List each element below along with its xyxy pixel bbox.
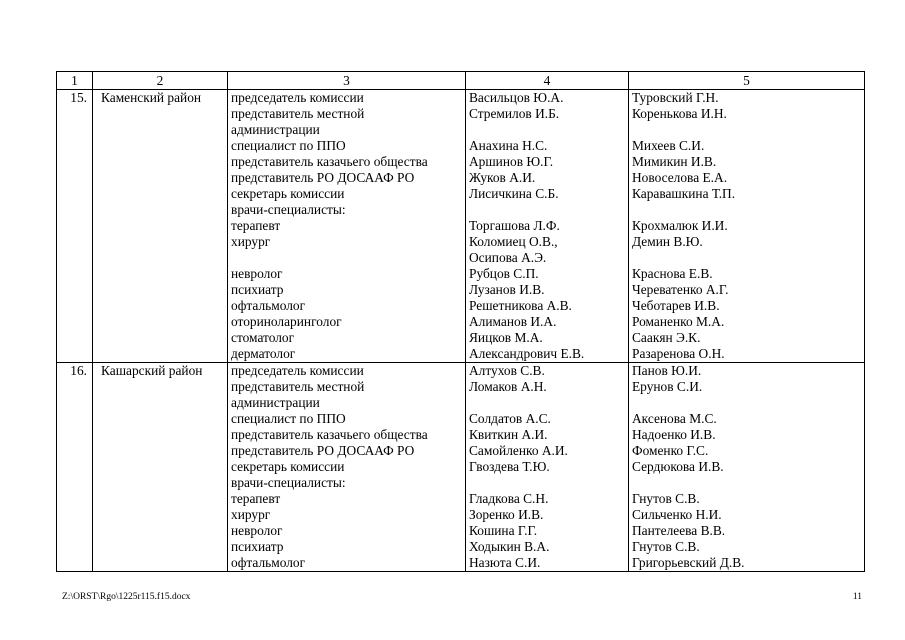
role-line: председатель комиссии [231, 90, 364, 105]
role-line: секретарь комиссии [231, 459, 345, 474]
main-member-line: Кошина Г.Г. [469, 523, 538, 538]
reserve-member-line: Крохмалюк И.И. [632, 218, 728, 233]
main-member-line: Гвоздева Т.Ю. [469, 459, 550, 474]
role-line: специалист по ППО [231, 411, 346, 426]
reserve-member-line: Ерунов С.И. [632, 379, 703, 394]
role-cell [228, 363, 466, 572]
main-member-line: Решетникова А.В. [469, 298, 572, 313]
reserve-member-line [632, 250, 864, 266]
role-line: представитель местной [231, 106, 365, 121]
main-member-line: Рубцов С.П. [469, 266, 539, 281]
reserve-member-cell [629, 363, 865, 572]
table-row [57, 363, 865, 572]
role-line: офтальмолог [231, 298, 306, 313]
reserve-member-line: Сильченко Н.И. [632, 507, 722, 522]
reserve-member-line [632, 122, 864, 138]
column-header: 1 [57, 72, 93, 90]
table-row [57, 90, 865, 363]
role-line: представитель казачьего общества [231, 427, 428, 442]
main-member-line [469, 395, 628, 411]
row-number: 15. [57, 90, 93, 363]
district-name: Каменский район [93, 90, 228, 363]
main-member-line: Гладкова С.Н. [469, 491, 549, 506]
main-member-line [469, 122, 628, 138]
role-line: администрации [231, 395, 320, 410]
role-line: терапевт [231, 491, 281, 506]
main-member-line [469, 475, 628, 491]
main-member-line: Аршинов Ю.Г. [469, 154, 554, 169]
main-member-line: Жуков А.И. [469, 170, 536, 185]
main-member-line: Торгашова Л.Ф. [469, 218, 560, 233]
reserve-member-line: Коренькова И.Н. [632, 106, 727, 121]
reserve-member-line [632, 475, 864, 491]
reserve-member-line [632, 395, 864, 411]
column-header: 2 [93, 72, 228, 90]
reserve-member-line: Сердюкова И.В. [632, 459, 724, 474]
role-line [231, 250, 465, 266]
page-number: 11 [852, 592, 862, 602]
reserve-member-line: Каравашкина Т.П. [632, 186, 736, 201]
role-line: представитель РО ДОСААФ РО [231, 170, 415, 185]
role-line: администрации [231, 122, 320, 137]
main-member-line: Лузанов И.В. [469, 282, 545, 297]
role-cell [228, 90, 466, 363]
reserve-member-line [632, 202, 864, 218]
main-member-line: Ломаков А.Н. [469, 379, 547, 394]
reserve-member-line: Разаренова О.Н. [632, 346, 725, 361]
main-member-line: Назюта С.И. [469, 555, 541, 570]
main-member-line: Васильцов Ю.А. [469, 90, 564, 105]
reserve-member-line: Гнутов С.В. [632, 539, 700, 554]
main-member-line [469, 202, 628, 218]
role-line: представитель РО ДОСААФ РО [231, 443, 415, 458]
district-name: Кашарский район [93, 363, 228, 572]
main-member-line: Самойленко А.И. [469, 443, 568, 458]
column-header: 3 [228, 72, 466, 90]
role-line: психиатр [231, 539, 284, 554]
reserve-member-line: Череватенко А.Г. [632, 282, 729, 297]
reserve-member-line: Гнутов С.В. [632, 491, 700, 506]
main-member-cell [466, 90, 629, 363]
role-line: терапевт [231, 218, 281, 233]
main-member-line: Александрович Е.В. [469, 346, 585, 361]
role-line: стоматолог [231, 330, 295, 345]
column-header: 5 [629, 72, 865, 90]
reserve-member-line: Новоселова Е.А. [632, 170, 728, 185]
reserve-member-cell [629, 90, 865, 363]
role-line: врачи-специалисты: [231, 475, 346, 490]
main-member-line: Яицков М.А. [469, 330, 543, 345]
main-member-line: Алиманов И.А. [469, 314, 557, 329]
reserve-member-line: Саакян Э.К. [632, 330, 701, 345]
main-member-line: Солдатов А.С. [469, 411, 551, 426]
footer-file-path: Z:\ORST\Rgo\1225r115.f15.docx [62, 592, 191, 602]
main-member-line: Лисичкина С.Б. [469, 186, 559, 201]
main-member-line: Зоренко И.В. [469, 507, 544, 522]
main-member-line: Ходыкин В.А. [469, 539, 550, 554]
main-member-line: Квиткин А.И. [469, 427, 548, 442]
reserve-member-line: Надоенко И.В. [632, 427, 716, 442]
reserve-member-line: Чеботарев И.В. [632, 298, 720, 313]
reserve-member-line: Романенко М.А. [632, 314, 725, 329]
role-line: представитель казачьего общества [231, 154, 428, 169]
main-member-line: Стремилов И.Б. [469, 106, 560, 121]
reserve-member-line: Пантелеева В.В. [632, 523, 726, 538]
reserve-member-line: Аксенова М.С. [632, 411, 717, 426]
reserve-member-line: Туровский Г.Н. [632, 90, 719, 105]
main-member-line: Коломиец О.В., [469, 234, 558, 249]
reserve-member-line: Мимикин И.В. [632, 154, 717, 169]
role-line: невролог [231, 523, 283, 538]
role-line: хирург [231, 507, 271, 522]
table-header-row [57, 72, 865, 90]
role-line: врачи-специалисты: [231, 202, 346, 217]
main-member-line: Алтухов С.В. [469, 363, 545, 378]
reserve-member-line: Панов Ю.И. [632, 363, 702, 378]
main-member-line: Анахина Н.С. [469, 138, 548, 153]
reserve-member-line: Краснова Е.В. [632, 266, 713, 281]
role-line: представитель местной [231, 379, 365, 394]
row-number: 16. [57, 363, 93, 572]
reserve-member-line: Фоменко Г.С. [632, 443, 709, 458]
main-member-cell [466, 363, 629, 572]
column-header: 4 [466, 72, 629, 90]
role-line: секретарь комиссии [231, 186, 345, 201]
reserve-member-line: Михеев С.И. [632, 138, 705, 153]
main-member-line: Осипова А.Э. [469, 250, 547, 265]
reserve-member-line: Григорьевский Д.В. [632, 555, 745, 570]
role-line: невролог [231, 266, 283, 281]
role-line: дерматолог [231, 346, 296, 361]
role-line: офтальмолог [231, 555, 306, 570]
role-line: оториноларинголог [231, 314, 342, 329]
role-line: специалист по ППО [231, 138, 346, 153]
reserve-member-line: Демин В.Ю. [632, 234, 703, 249]
role-line: председатель комиссии [231, 363, 364, 378]
role-line: хирург [231, 234, 271, 249]
role-line: психиатр [231, 282, 284, 297]
document-table [56, 71, 865, 572]
